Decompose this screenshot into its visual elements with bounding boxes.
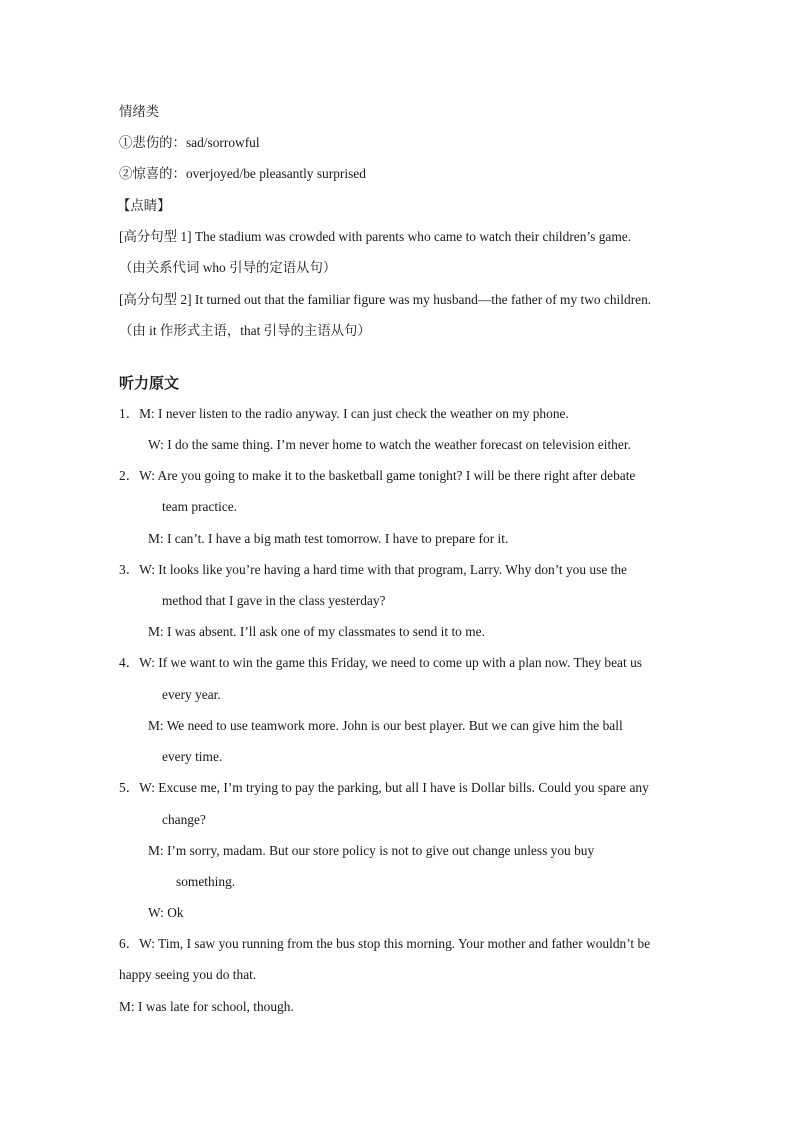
emotion-item-surprised: ②惊喜的：overjoyed/be pleasantly surprised [119, 166, 366, 181]
transcript-line: team practice. [162, 499, 238, 514]
transcript-line: 6．W: Tim, I saw you running from the bus stop this morning. Your mother and father wouldn’t be [119, 936, 651, 951]
highlight-note-2: （由 it 作形式主语，that 引导的主语从句） [119, 323, 371, 338]
transcript-line: W: Ok [148, 905, 184, 920]
transcript-line: happy seeing you do that. [119, 967, 257, 982]
transcript-line: 1．M: I never listen to the radio anyway. I can just check the weather on my phone. [119, 406, 569, 421]
transcript-line: method that I gave in the class yesterday? [162, 593, 386, 608]
transcript-line: W: I do the same thing. I’m never home to watch the weather forecast on television either. [148, 437, 631, 452]
highlight-note-1: （由关系代词 who 引导的定语从句） [119, 260, 337, 275]
transcript-line: M: I can’t. I have a big math test tomorrow. I have to prepare for it. [148, 531, 509, 546]
highlight-sentence-2: [高分句型 2] It turned out that the familiar figure was my husband—the father of my two children. [119, 292, 652, 307]
transcript-line: 5．W: Excuse me, I’m trying to pay the parking, but all I have is Dollar bills. Could you spare any [119, 780, 649, 795]
transcript-line: 2．W: Are you going to make it to the basketball game tonight? I will be there right after debate [119, 468, 636, 483]
transcript-line: 4．W: If we want to win the game this Friday, we need to come up with a plan now. They beat us [119, 655, 642, 670]
highlight-sentence-1: [高分句型 1] The stadium was crowded with parents who came to watch their children’s game. [119, 229, 632, 244]
emotion-section-title: 情绪类 [119, 104, 160, 119]
transcript-line: every time. [162, 749, 223, 764]
transcript-line: M: I was late for school, though. [119, 999, 294, 1014]
transcript-line: something. [176, 874, 236, 889]
transcript-line: change? [162, 812, 206, 827]
transcript-line: 3．W: It looks like you’re having a hard time with that program, Larry. Why don’t you use the [119, 562, 627, 577]
transcript-line: M: We need to use teamwork more. John is our best player. But we can give him the ball [148, 718, 623, 733]
transcript-heading: 听力原文 [119, 374, 180, 392]
highlight-label: 【点睛】 [117, 198, 171, 213]
transcript-line: M: I’m sorry, madam. But our store policy is not to give out change unless you buy [148, 843, 595, 858]
transcript-line: every year. [162, 687, 221, 702]
emotion-item-sad: ①悲伤的：sad/sorrowful [119, 135, 260, 150]
transcript-line: M: I was absent. I’ll ask one of my classmates to send it to me. [148, 624, 485, 639]
